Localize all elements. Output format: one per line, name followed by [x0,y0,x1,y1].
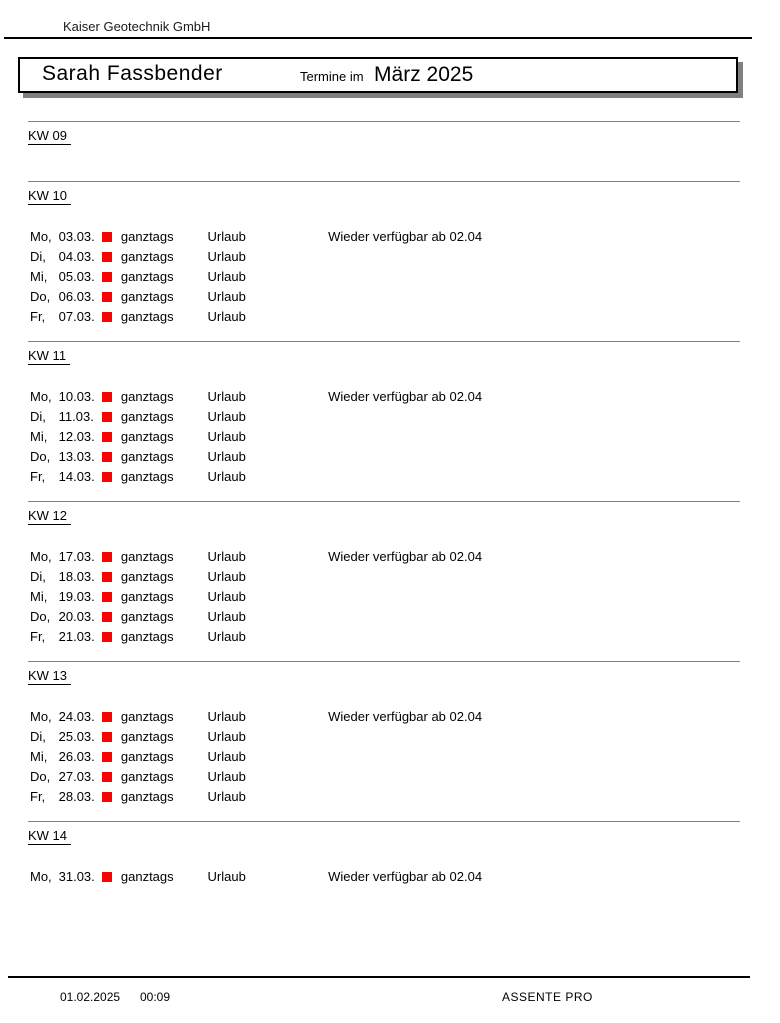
entry-date: 18.03. [58,569,95,584]
entry-subject: Urlaub [207,549,246,564]
entry-time: ganztags [120,449,174,464]
entry-day: Fr, [30,629,46,644]
entry-subject: Urlaub [207,729,246,744]
entry-day: Di, [30,569,46,584]
entry-date: 04.03. [58,249,95,264]
appointment-row [28,627,740,647]
red-square-icon [102,772,112,782]
entry-subject: Urlaub [207,269,246,284]
entry-subject: Urlaub [207,229,246,244]
weeks-container [28,121,740,901]
week-entries [28,547,740,647]
report-title-month: März 2025 [374,63,474,86]
entry-day: Do, [30,289,51,304]
red-square-icon [102,872,112,882]
entry-date: 28.03. [58,789,95,804]
red-square-icon [102,272,112,282]
entry-date: 21.03. [58,629,95,644]
entry-day: Mi, [30,749,48,764]
entry-date: 24.03. [58,709,95,724]
entry-day: Do, [30,449,51,464]
entry-day: Mo, [30,389,52,404]
week-section [28,661,740,821]
entry-time: ganztags [120,269,174,284]
entry-day: Mi, [30,429,48,444]
entry-day: Do, [30,609,51,624]
appointment-row [28,247,740,267]
entry-day: Fr, [30,789,46,804]
appointment-row [28,387,740,407]
entry-date: 27.03. [58,769,95,784]
entry-day: Mi, [30,269,48,284]
appointment-row [28,747,740,767]
week-section [28,501,740,661]
entry-subject: Urlaub [207,429,246,444]
entry-date: 20.03. [58,609,95,624]
appointment-row [28,547,740,567]
week-label: KW 09 [28,128,71,145]
entry-time: ganztags [120,309,174,324]
red-square-icon [102,472,112,482]
entry-subject: Urlaub [207,589,246,604]
entry-time: ganztags [120,249,174,264]
appointment-row [28,307,740,327]
red-square-icon [102,792,112,802]
appointment-row [28,447,740,467]
appointment-row [28,567,740,587]
entry-subject: Urlaub [207,869,246,884]
week-entries [28,387,740,487]
entry-date: 26.03. [58,749,95,764]
entry-time: ganztags [120,569,174,584]
week-header [28,347,740,387]
entry-time: ganztags [120,709,174,724]
entry-note: Wieder verfügbar ab 02.04 [328,229,483,244]
red-square-icon [102,452,112,462]
appointment-row [28,727,740,747]
entry-note: Wieder verfügbar ab 02.04 [328,389,483,404]
entry-day: Fr, [30,469,46,484]
company-name: Kaiser Geotechnik GmbH [63,19,211,34]
entry-day: Di, [30,249,46,264]
entry-day: Mo, [30,709,52,724]
header-divider [4,37,752,39]
entry-day: Mo, [30,549,52,564]
entry-date: 10.03. [58,389,95,404]
entry-time: ganztags [120,789,174,804]
appointment-row [28,227,740,247]
week-entries [28,227,740,327]
appointment-row [28,787,740,807]
entry-subject: Urlaub [207,309,246,324]
entry-time: ganztags [120,729,174,744]
red-square-icon [102,752,112,762]
entry-time: ganztags [120,389,174,404]
red-square-icon [102,632,112,642]
appointment-row [28,427,740,447]
entry-subject: Urlaub [207,409,246,424]
week-label: KW 13 [28,668,71,685]
entry-subject: Urlaub [207,769,246,784]
red-square-icon [102,732,112,742]
week-header [28,187,740,227]
report-title-prefix: Termine im [300,69,364,84]
entry-time: ganztags [120,869,174,884]
entry-subject: Urlaub [207,469,246,484]
week-section [28,821,740,901]
print-date: 01.02.2025 [60,990,121,1004]
appointment-row [28,287,740,307]
entry-date: 11.03. [58,409,94,424]
entry-date: 25.03. [58,729,95,744]
week-header [28,507,740,547]
entry-date: 12.03. [58,429,95,444]
red-square-icon [102,432,112,442]
entry-subject: Urlaub [207,789,246,804]
entry-date: 06.03. [58,289,95,304]
footer-divider [8,976,750,978]
red-square-icon [102,552,112,562]
week-label: KW 14 [28,828,71,845]
appointment-row [28,587,740,607]
entry-time: ganztags [120,409,174,424]
entry-date: 13.03. [58,449,95,464]
appointment-row [28,867,740,887]
red-square-icon [102,612,112,622]
week-label: KW 12 [28,508,71,525]
week-entries [28,867,740,887]
entry-day: Di, [30,409,46,424]
red-square-icon [102,572,112,582]
title-box [18,57,738,93]
entry-time: ganztags [120,549,174,564]
entry-date: 31.03. [58,869,95,884]
entry-subject: Urlaub [207,629,246,644]
entry-time: ganztags [120,229,174,244]
appointment-row [28,407,740,427]
appointment-row [28,707,740,727]
entry-subject: Urlaub [207,569,246,584]
red-square-icon [102,412,112,422]
entry-note: Wieder verfügbar ab 02.04 [328,869,483,884]
entry-date: 19.03. [58,589,95,604]
appointment-row [28,467,740,487]
entry-time: ganztags [120,609,174,624]
entry-day: Mi, [30,589,48,604]
app-name: ASSENTE PRO [502,990,593,1004]
entry-time: ganztags [120,289,174,304]
person-name: Sarah Fassbender [42,62,223,85]
week-section [28,341,740,501]
week-section [28,181,740,341]
entry-subject: Urlaub [207,709,246,724]
entry-note: Wieder verfügbar ab 02.04 [328,549,483,564]
entry-subject: Urlaub [207,249,246,264]
entry-date: 03.03. [58,229,95,244]
red-square-icon [102,292,112,302]
entry-time: ganztags [120,589,174,604]
entry-time: ganztags [120,629,174,644]
entry-subject: Urlaub [207,749,246,764]
entry-subject: Urlaub [207,289,246,304]
entry-time: ganztags [120,769,174,784]
appointment-row [28,267,740,287]
entry-day: Mo, [30,869,52,884]
red-square-icon [102,592,112,602]
entry-day: Fr, [30,309,46,324]
red-square-icon [102,252,112,262]
week-header [28,667,740,707]
report-title [300,59,473,91]
red-square-icon [102,392,112,402]
entry-date: 05.03. [58,269,95,284]
entry-date: 07.03. [58,309,95,324]
entry-time: ganztags [120,749,174,764]
entry-date: 17.03. [58,549,95,564]
week-section [28,121,740,181]
entry-time: ganztags [120,469,174,484]
entry-date: 14.03. [58,469,95,484]
entry-subject: Urlaub [207,389,246,404]
red-square-icon [102,232,112,242]
appointment-row [28,607,740,627]
red-square-icon [102,312,112,322]
red-square-icon [102,712,112,722]
entry-time: ganztags [120,429,174,444]
week-label: KW 11 [28,348,70,365]
week-label: KW 10 [28,188,71,205]
week-header [28,827,740,867]
entry-subject: Urlaub [207,449,246,464]
week-entries [28,707,740,807]
entry-day: Do, [30,769,51,784]
appointment-row [28,767,740,787]
entry-subject: Urlaub [207,609,246,624]
print-time: 00:09 [140,990,171,1004]
entry-day: Di, [30,729,46,744]
entry-day: Mo, [30,229,52,244]
week-header [28,127,740,167]
entry-note: Wieder verfügbar ab 02.04 [328,709,483,724]
